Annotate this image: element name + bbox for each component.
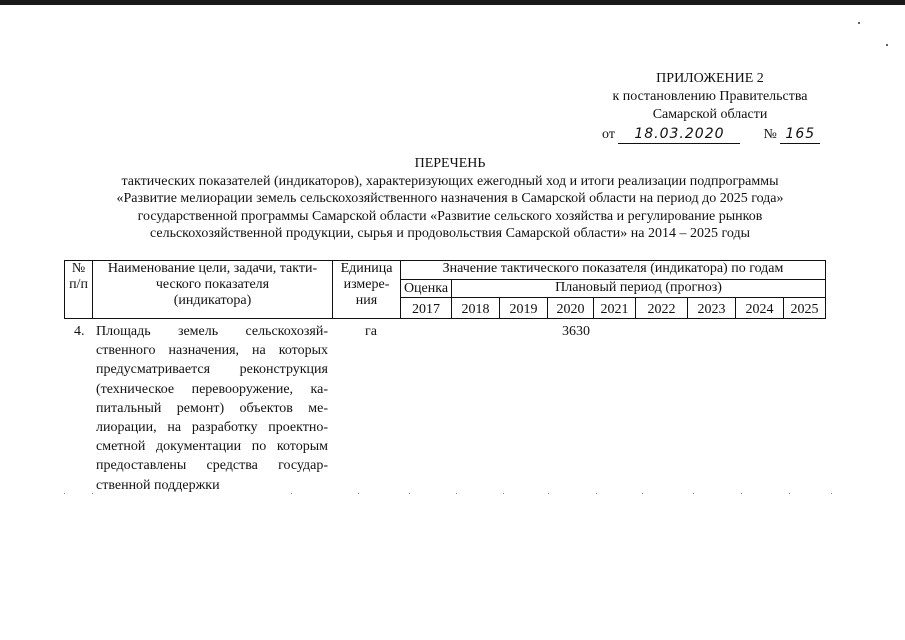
col-number-header: № п/п — [65, 261, 93, 319]
estimate-label: Оценка — [401, 280, 452, 298]
col-unit-header: Единица измере- ния — [333, 261, 401, 319]
indicator-name — [96, 322, 328, 495]
year-2023: 2023 — [688, 298, 736, 319]
handwritten-number: 165 — [780, 125, 820, 144]
indicator-name-line: сметной документации по которым — [96, 439, 328, 455]
year-2021: 2021 — [594, 298, 636, 319]
appendix-date-row — [590, 125, 830, 144]
title-line-2: «Развитие мелиорации земель сельскохозяйственного назначения в Самарской области на период до 2025 года» — [116, 191, 784, 207]
appendix-line-1: к постановлению Правительства — [612, 89, 808, 104]
title-line-1: тактических показателей (индикаторов), характеризующих ежегодный ход и итоги реализации подпрограммы — [121, 173, 779, 189]
year-2018: 2018 — [452, 298, 500, 319]
scan-speck — [886, 44, 888, 46]
appendix-block — [590, 70, 830, 144]
scan-dots — [0, 493, 905, 495]
year-2022: 2022 — [636, 298, 688, 319]
indicator-name-line: лиорации, на разработку проектно- — [96, 420, 328, 436]
title-heading: ПЕРЕЧЕНЬ — [414, 156, 486, 171]
indicator-name-line: предусматривается реконструкция — [96, 362, 328, 378]
value-2020: 3630 — [562, 324, 590, 339]
indicators-table-header — [64, 260, 826, 319]
scan-speck — [858, 22, 860, 24]
indicator-name-line: ственной поддержки — [96, 477, 220, 493]
title-line-3: государственной программы Самарской области «Развитие сельского хозяйства и регулирование рынков — [137, 208, 763, 224]
indicator-name-line: питальный ремонт) объектов ме- — [96, 400, 328, 416]
indicator-name-line: Площадь земель сельскохозяй- — [96, 324, 328, 339]
col-name-header: Наименование цели, задачи, такти- ческого показателя (индикатора) — [93, 261, 333, 319]
year-2020: 2020 — [548, 298, 594, 319]
indicator-name-line: предоставлены средства государ- — [96, 458, 328, 474]
year-2024: 2024 — [736, 298, 784, 319]
year-2025: 2025 — [784, 298, 826, 319]
indicator-unit: га — [365, 324, 377, 339]
year-2019: 2019 — [500, 298, 548, 319]
handwritten-date: 18.03.2020 — [618, 125, 740, 144]
title-line-4: сельскохозяйственной продукции, сырья и продовольствия Самарской области» на 2014 – 2025 годы — [150, 226, 750, 242]
year-2017-estimate: 2017 — [401, 298, 452, 319]
row-number: 4. — [74, 324, 85, 339]
values-by-year-header: Значение тактического показателя (индикатора) по годам — [401, 261, 826, 280]
appendix-heading: ПРИЛОЖЕНИЕ 2 — [656, 71, 764, 86]
appendix-line-2: Самарской области — [652, 107, 768, 122]
scan-top-border — [0, 0, 905, 5]
number-prefix: № — [763, 127, 777, 142]
indicator-name-line: ственного назначения, на которых — [96, 343, 328, 359]
document-title — [60, 155, 840, 243]
indicator-name-line: (техническое перевооружение, ка- — [96, 381, 328, 397]
date-prefix: от — [602, 127, 615, 142]
plan-period-header: Плановый период (прогноз) — [452, 280, 826, 298]
